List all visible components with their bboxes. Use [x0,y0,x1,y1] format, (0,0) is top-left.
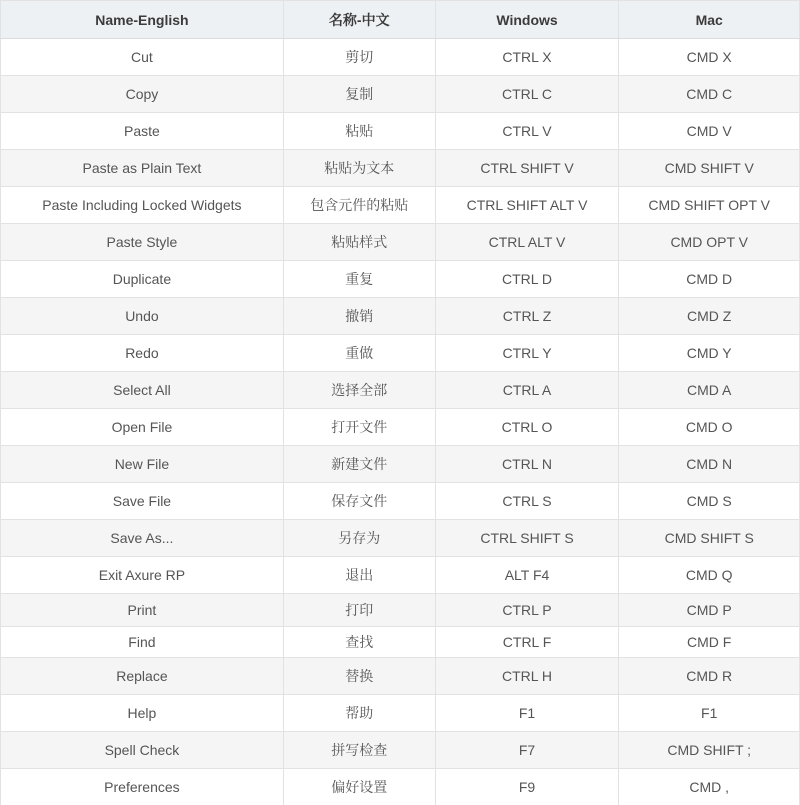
cell-windows: F7 [435,732,619,769]
cell-name_zh: 新建文件 [283,446,435,483]
cell-name_en: Save As... [1,520,284,557]
table-row [1,335,800,372]
column-header-windows: Windows [435,1,619,39]
cell-name_zh: 保存文件 [283,483,435,520]
cell-mac: CMD SHIFT ; [619,732,800,769]
cell-name_en: Exit Axure RP [1,557,284,594]
cell-name_zh: 替换 [283,658,435,695]
cell-name_en: Paste as Plain Text [1,150,284,187]
cell-name_zh: 帮助 [283,695,435,732]
cell-mac: CMD D [619,261,800,298]
cell-mac: CMD X [619,39,800,76]
cell-name_en: Undo [1,298,284,335]
cell-windows: CTRL ALT V [435,224,619,261]
cell-windows: CTRL N [435,446,619,483]
cell-name_zh: 包含元件的粘贴 [283,187,435,224]
cell-name_en: Find [1,627,284,658]
table-row [1,446,800,483]
table-row [1,150,800,187]
cell-windows: CTRL SHIFT S [435,520,619,557]
cell-mac: F1 [619,695,800,732]
column-header-mac: Mac [619,1,800,39]
cell-name_zh: 拼写检查 [283,732,435,769]
table-row [1,224,800,261]
table-row [1,261,800,298]
cell-windows: ALT F4 [435,557,619,594]
cell-windows: CTRL A [435,372,619,409]
cell-mac: CMD OPT V [619,224,800,261]
cell-name_zh: 剪切 [283,39,435,76]
cell-name_en: Preferences [1,769,284,805]
cell-mac: CMD F [619,627,800,658]
cell-mac: CMD O [619,409,800,446]
cell-windows: CTRL S [435,483,619,520]
cell-name_zh: 粘贴样式 [283,224,435,261]
table-row [1,732,800,769]
cell-windows: CTRL SHIFT V [435,150,619,187]
table-row [1,483,800,520]
cell-name_zh: 查找 [283,627,435,658]
cell-name_en: Replace [1,658,284,695]
cell-mac: CMD SHIFT OPT V [619,187,800,224]
cell-name_en: Paste [1,113,284,150]
cell-windows: CTRL V [435,113,619,150]
cell-windows: F1 [435,695,619,732]
cell-windows: CTRL F [435,627,619,658]
cell-mac: CMD S [619,483,800,520]
cell-name_en: Cut [1,39,284,76]
cell-name_zh: 粘贴 [283,113,435,150]
table-row [1,113,800,150]
table-row [1,557,800,594]
cell-windows: CTRL Z [435,298,619,335]
cell-mac: CMD P [619,594,800,627]
cell-mac: CMD Q [619,557,800,594]
table-row [1,298,800,335]
cell-name_zh: 另存为 [283,520,435,557]
cell-name_en: Redo [1,335,284,372]
table-body [1,39,800,805]
cell-mac: CMD Z [619,298,800,335]
cell-name_en: Select All [1,372,284,409]
cell-windows: F9 [435,769,619,805]
cell-windows: CTRL D [435,261,619,298]
cell-windows: CTRL H [435,658,619,695]
cell-name_en: Paste Style [1,224,284,261]
cell-mac: CMD SHIFT V [619,150,800,187]
cell-name_zh: 粘贴为文本 [283,150,435,187]
table-row [1,695,800,732]
cell-name_en: Copy [1,76,284,113]
cell-mac: CMD R [619,658,800,695]
cell-name_zh: 退出 [283,557,435,594]
column-header-name_zh: 名称-中文 [283,1,435,39]
cell-windows: CTRL O [435,409,619,446]
cell-name_en: Print [1,594,284,627]
cell-name_en: Duplicate [1,261,284,298]
cell-mac: CMD V [619,113,800,150]
cell-name_en: Spell Check [1,732,284,769]
cell-mac: CMD A [619,372,800,409]
cell-name_zh: 重复 [283,261,435,298]
cell-name_en: New File [1,446,284,483]
table-row [1,520,800,557]
cell-name_zh: 复制 [283,76,435,113]
cell-name_zh: 重做 [283,335,435,372]
cell-windows: CTRL X [435,39,619,76]
cell-name_zh: 选择全部 [283,372,435,409]
cell-name_zh: 撤销 [283,298,435,335]
cell-name_zh: 打印 [283,594,435,627]
cell-windows: CTRL P [435,594,619,627]
table-row [1,769,800,805]
column-header-name_en: Name-English [1,1,284,39]
cell-windows: CTRL Y [435,335,619,372]
cell-mac: CMD N [619,446,800,483]
header-row [1,1,800,39]
cell-mac: CMD C [619,76,800,113]
cell-name_zh: 打开文件 [283,409,435,446]
cell-name_en: Save File [1,483,284,520]
cell-mac: CMD SHIFT S [619,520,800,557]
cell-windows: CTRL C [435,76,619,113]
cell-name_en: Open File [1,409,284,446]
table-row [1,627,800,658]
cell-name_en: Paste Including Locked Widgets [1,187,284,224]
table-row [1,39,800,76]
cell-name_en: Help [1,695,284,732]
table-row [1,372,800,409]
table-row [1,187,800,224]
table-row [1,658,800,695]
table-row [1,409,800,446]
cell-mac: CMD Y [619,335,800,372]
cell-mac: CMD , [619,769,800,805]
table-row [1,76,800,113]
cell-name_zh: 偏好设置 [283,769,435,805]
cell-windows: CTRL SHIFT ALT V [435,187,619,224]
table-row [1,594,800,627]
